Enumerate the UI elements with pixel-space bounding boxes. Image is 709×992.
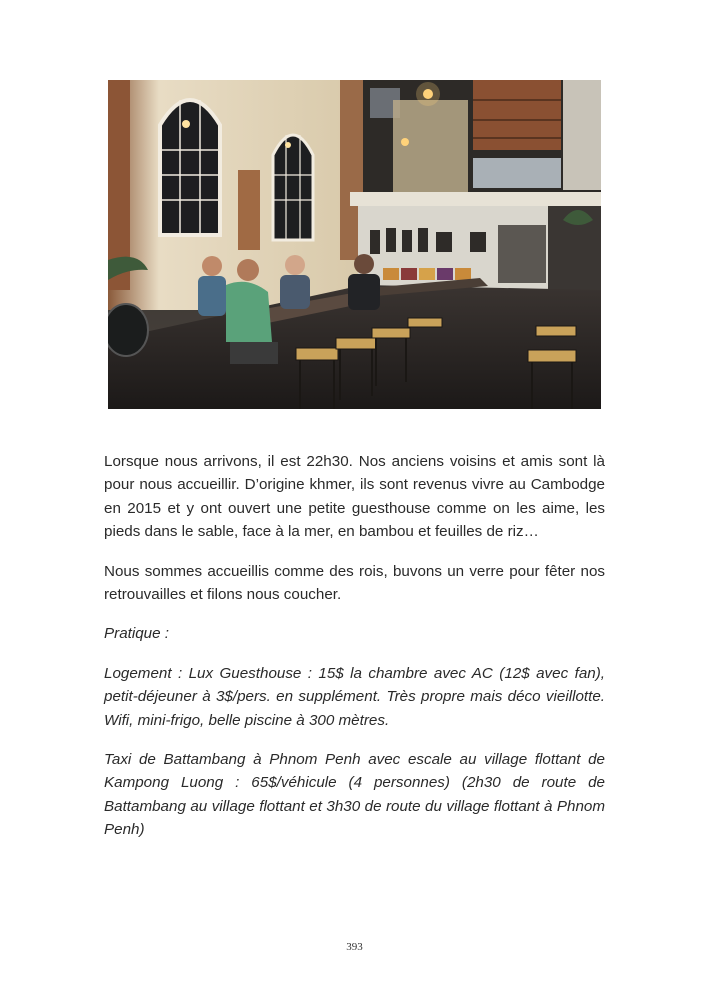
page-number: 393 bbox=[346, 941, 363, 953]
paragraph-welcome: Nous sommes accueillis comme des rois, buvons un verre pour fêter nos retrouvailles et filons nous coucher. bbox=[104, 562, 605, 604]
article-body bbox=[104, 450, 605, 858]
paragraph-logement: Logement : Lux Guesthouse : 15$ la chambre avec AC (12$ avec fan), petit-déjeuner à 3$/pers. en supplément. Très propre mais déco vieillotte. Wifi, mini-frigo, belle piscine à 300 mètres. bbox=[104, 664, 605, 729]
paragraph-arrival: Lorsque nous arrivons, il est 22h30. Nos anciens voisins et amis sont là pour nous accueillir. D’origine khmer, ils sont revenus vivre au Cambodge en 2015 et y ont ouvert une petite guesthouse comme on les aime, les pieds dans le sable, face à la mer, en bambou et feuilles de riz… bbox=[104, 453, 605, 541]
paragraph-taxi: Taxi de Battambang à Phnom Penh avec escale au village flottant de Kampong Luong : 65$/véhicule (4 personnes) (2h30 de route de Battambang au village flottant et 3h30 de route du village flottant à Phnom Penh) bbox=[104, 751, 605, 839]
paragraph-pratique-heading: Pratique : bbox=[104, 625, 170, 643]
restaurant-photo bbox=[108, 80, 601, 409]
